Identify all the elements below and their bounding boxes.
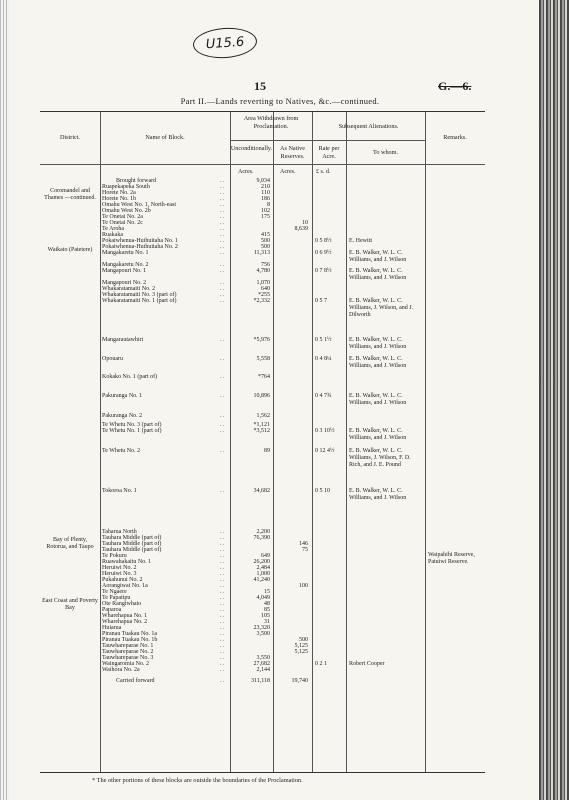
rate-per-acre: 0 5 7 <box>315 298 327 304</box>
reserve-acres: 146 <box>299 541 308 547</box>
scan-left-edge <box>0 0 9 800</box>
leader-dots: .. <box>220 601 225 607</box>
leader-dots: .. <box>220 631 225 637</box>
block-name: Te Pokuru <box>102 553 127 559</box>
rate-per-acre: 0 6 9½ <box>315 250 332 256</box>
column-rule <box>312 112 313 772</box>
unconditional-acres: 1,562 <box>256 413 270 419</box>
block-name: Tauhara Middle (part of) <box>102 541 162 547</box>
block-name: Ote Rangiwhaio <box>102 601 142 607</box>
unconditional-acres: 48 <box>264 601 270 607</box>
rate-per-acre: 0 5 8½ <box>315 238 332 244</box>
unconditional-acres: 10,896 <box>253 393 270 399</box>
block-name: Ruapekapeka South <box>102 184 150 190</box>
grantee: E. B. Walker, W. L. C. Williams, J. Wilson, and J. Dilworth <box>349 298 414 318</box>
block-name: Wharehapua No. 2 <box>102 619 148 625</box>
block-name: Tauwhareparae No. 2 <box>102 649 154 655</box>
unconditional-acres: 500 <box>261 244 270 250</box>
unconditional-acres: 1,070 <box>256 280 270 286</box>
unconditional-acres: 76,390 <box>253 535 270 541</box>
block-name: Wharehapua No. 1 <box>102 613 148 619</box>
leader-dots: .. <box>220 220 225 226</box>
block-name: Paparoa <box>102 607 122 613</box>
unconditional-acres: *764 <box>258 374 270 380</box>
leader-dots: .. <box>220 202 225 208</box>
grantee: E. B. Walker, W. L. C. Williams, and J. Wilson <box>349 337 407 350</box>
block-name: Tauwhareparae No. 1 <box>102 643 154 649</box>
grantee: E. B. Walker, W. L. C. Williams, and J. Wilson <box>349 250 407 263</box>
unconditional-acres: 23,320 <box>253 625 270 631</box>
unconditional-acres: 3,500 <box>256 631 270 637</box>
page-reference: G.—6. <box>438 79 472 93</box>
leader-dots: .. <box>220 678 225 684</box>
block-name: Te Onetai No. 2c <box>102 220 143 226</box>
grantee: E. B. Walker, W. L. C. Williams, and J. Wilson <box>349 356 407 369</box>
subsequent-alienations-header: Subsequent Alienations. <box>338 123 399 130</box>
unconditional-acres: 89 <box>264 448 270 454</box>
grantee: E. B. Walker, W. L. C. Williams, J. Wilson, F. D. Rich, and J. E. Pound <box>349 448 411 468</box>
leader-dots: .. <box>220 280 225 286</box>
block-name: Tauwhareparae No. 3 <box>102 655 154 661</box>
leader-dots: .. <box>220 214 225 220</box>
unconditional-acres: 15 <box>264 589 270 595</box>
leader-dots: .. <box>220 190 225 196</box>
district-label: Bay of Plenty, Rotorua, and Taupo <box>46 537 94 550</box>
leader-dots: .. <box>220 583 225 589</box>
remark-text: Waipahihi Reserve, Patuiwi Reserve. <box>428 552 475 565</box>
leader-dots: .. <box>220 577 225 583</box>
unconditional-acres: 41,240 <box>253 577 270 583</box>
block-name: Whakaratamaiti No. 2 <box>102 286 156 292</box>
block-name: Waihora No. 2a <box>102 667 140 673</box>
grantee: E. Hewitt <box>349 238 372 244</box>
column-rule <box>230 112 231 772</box>
leader-dots: .. <box>220 374 225 380</box>
block-name: Te Whetu No. 2 <box>102 448 141 454</box>
unit-label: Acres. <box>238 169 254 175</box>
leader-dots: .. <box>220 232 225 238</box>
block-name: Pokaiwhenua-Huihuitaha No. 1 <box>102 238 178 244</box>
leader-dots: .. <box>220 337 225 343</box>
leader-dots: .. <box>220 607 225 613</box>
block-name: Piranau Tuakau No. 1b <box>102 637 158 643</box>
leader-dots: .. <box>220 643 225 649</box>
leader-dots: .. <box>220 178 225 184</box>
leader-dots: .. <box>220 184 225 190</box>
rate-per-acre: 0 7 8½ <box>315 268 332 274</box>
block-name: Pukahunui No. 2 <box>102 577 143 583</box>
block-name: Heruiwi No. 3 <box>102 571 137 577</box>
leader-dots: .. <box>220 547 225 553</box>
leader-dots: .. <box>220 292 225 298</box>
block-name: Horete No. 1b <box>102 196 137 202</box>
block-name: Te Whetu No. 1 (part of) <box>102 428 162 434</box>
unconditional-acres: 8 <box>267 202 270 208</box>
unconditional-acres: 102 <box>261 208 270 214</box>
leader-dots: .. <box>220 529 225 535</box>
unconditional-acres: 175 <box>261 214 270 220</box>
leader-dots: .. <box>220 298 225 304</box>
block-name: Waingaromia No. 2 <box>102 661 150 667</box>
block-name: Omahu West No. 1, North-east <box>102 202 177 208</box>
header-rule <box>312 140 425 141</box>
leader-dots: .. <box>220 244 225 250</box>
unconditional-acres: 5,558 <box>256 356 270 362</box>
leader-dots: .. <box>220 571 225 577</box>
rate-per-acre: 0 4 8¼ <box>315 356 332 362</box>
leader-dots: .. <box>220 565 225 571</box>
unconditional-acres: 1,000 <box>256 571 270 577</box>
rate-per-acre: 0 5 10 <box>315 488 330 494</box>
page-title: Part II.—Lands reverting to Natives, &c.—continued. <box>180 96 380 106</box>
leader-dots: .. <box>220 613 225 619</box>
column-rule <box>100 112 101 772</box>
block-name: Taharua North <box>102 529 137 535</box>
block-name: Opouaru <box>102 356 123 362</box>
leader-dots: .. <box>220 393 225 399</box>
remarks-header: Remarks. <box>443 134 467 141</box>
reserve-acres: 8,639 <box>294 226 308 232</box>
unconditional-acres: 11,313 <box>253 250 270 256</box>
unconditional-acres: 640 <box>261 286 270 292</box>
rate-per-acre: 0 2 1 <box>315 661 327 667</box>
unconditional-acres: 500 <box>261 238 270 244</box>
district-label: Coromandel and Thames —continued. <box>44 188 96 201</box>
unit-label: £ s. d. <box>316 169 331 175</box>
leader-dots: .. <box>220 661 225 667</box>
unconditional-acres: *1,121 <box>253 422 270 428</box>
unconditional-acres: 756 <box>261 262 270 268</box>
leader-dots: .. <box>220 637 225 643</box>
page-number: 15 <box>254 79 266 93</box>
leader-dots: .. <box>220 625 225 631</box>
leader-dots: .. <box>220 250 225 256</box>
leader-dots: .. <box>220 541 225 547</box>
scan-binding-edge <box>539 0 569 800</box>
leader-dots: .. <box>220 268 225 274</box>
block-name: Te Ngaere <box>102 589 127 595</box>
land-table <box>40 111 485 773</box>
unconditional-acres: 27,682 <box>253 661 270 667</box>
leader-dots: .. <box>220 196 225 202</box>
district-label: East Coast and Poverty Bay <box>42 598 98 611</box>
area-withdrawn-header: Area Withdrawn from Proclamation. <box>243 115 299 130</box>
block-name: Mangarautawhiri <box>102 337 144 343</box>
leader-dots: .. <box>220 226 225 232</box>
block-name: Whakaratamaiti No. 1 (part of) <box>102 298 177 304</box>
unconditional-acres: 110 <box>261 190 270 196</box>
unconditional-acres: 210 <box>261 184 270 190</box>
unconditional-acres: *2,332 <box>253 298 270 304</box>
unconditional-acres: 4,780 <box>256 268 270 274</box>
reserve-acres: 500 <box>299 637 308 643</box>
unconditional-acres: 2,484 <box>256 565 270 571</box>
block-name: Te Aroha <box>102 226 125 232</box>
block-name: Te Onetai No. 2a <box>102 214 143 220</box>
unconditional-acres: 649 <box>261 553 270 559</box>
block-name: Piranau Tuakau No. 1a <box>102 631 157 637</box>
leader-dots: .. <box>220 655 225 661</box>
header-rule <box>40 164 485 165</box>
leader-dots: .. <box>220 595 225 601</box>
leader-dots: .. <box>220 286 225 292</box>
block-name: Horete No. 2a <box>102 190 136 196</box>
unconditional-acres: 3,550 <box>256 655 270 661</box>
grantee: E. B. Walker, W. L. C. Williams, and J. Wilson <box>349 268 407 281</box>
grantee: Robert Cooper <box>349 661 385 667</box>
grantee: E. B. Walker, W. L. C. Williams, and J. Wilson <box>349 393 407 406</box>
header-rule <box>230 140 312 141</box>
block-name: Mangakaretu No. 1 <box>102 250 149 256</box>
block-name: Brought forward <box>116 178 157 184</box>
unconditional-acres: 9,034 <box>256 178 270 184</box>
reserve-acres: 75 <box>302 547 308 553</box>
leader-dots: .. <box>220 649 225 655</box>
block-name: Aorangiwai No. 1a <box>102 583 148 589</box>
rate-per-acre: 0 3 10½ <box>315 428 335 434</box>
block-header: Name of Block. <box>145 134 185 141</box>
unconditional-acres: 34,682 <box>253 488 270 494</box>
rate-per-acre: 0 4 7¾ <box>315 393 332 399</box>
leader-dots: .. <box>220 238 225 244</box>
to-whom-header: To whom. <box>372 149 398 156</box>
leader-dots: .. <box>220 428 225 434</box>
unconditional-acres: *5,976 <box>253 337 270 343</box>
unconditional-acres: 4,049 <box>256 595 270 601</box>
rate-per-acre: 0 12 4½ <box>315 448 335 454</box>
block-name: Te Whetu No. 3 (part of) <box>102 422 162 428</box>
unconditional-acres: 2,144 <box>256 667 270 673</box>
block-name: Tokoroa No. 1 <box>102 488 137 494</box>
block-name: Tauhara Middle (part of) <box>102 535 162 541</box>
reserve-acres: 100 <box>299 583 308 589</box>
leader-dots: .. <box>220 413 225 419</box>
leader-dots: .. <box>220 559 225 565</box>
block-name: Pakuranga No. 2 <box>102 413 143 419</box>
block-name: Mangapouri No. 2 <box>102 280 147 286</box>
grantee: E. B. Walker, W. L. C. Williams, and J. Wilson <box>349 488 407 501</box>
district-header: District. <box>59 134 81 141</box>
unconditionally-header: Unconditionally. <box>230 145 273 152</box>
leader-dots: .. <box>220 356 225 362</box>
block-name: Te Papatipu <box>102 595 131 601</box>
leader-dots: .. <box>220 553 225 559</box>
block-name: Omahu West No. 2b <box>102 208 151 214</box>
leader-dots: .. <box>220 535 225 541</box>
block-name: Ruawahakaitu No. 1 <box>102 559 152 565</box>
leader-dots: .. <box>220 488 225 494</box>
reserve-acres: 5,125 <box>294 643 308 649</box>
block-name: Mangakaretu No. 2 <box>102 262 149 268</box>
block-name: Huiarua <box>102 625 122 631</box>
block-name: Kokako No. 1 (part of) <box>102 374 158 380</box>
reserve-acres: 19,740 <box>291 678 308 684</box>
column-rule <box>273 112 274 772</box>
district-label: Waikato (Patetere) <box>47 247 93 253</box>
unconditional-acres: 26,200 <box>253 559 270 565</box>
unit-label: Acres. <box>280 169 296 175</box>
unconditional-acres: 31 <box>264 619 270 625</box>
leader-dots: .. <box>220 667 225 673</box>
unconditional-acres: 85 <box>264 607 270 613</box>
block-name: Pakuranga No. 1 <box>102 393 143 399</box>
column-rule <box>425 112 426 772</box>
grantee: E. B. Walker, W. L. C. Williams, and J. Wilson <box>349 428 407 441</box>
reserve-acres: 5,125 <box>294 649 308 655</box>
unconditional-acres: 2,200 <box>256 529 270 535</box>
footnote: * The other portions of these blocks are outside the boundaries of the Proclamation. <box>92 777 303 784</box>
leader-dots: .. <box>220 448 225 454</box>
rate-header: Rate per Acre. <box>318 145 340 160</box>
archive-stamp: U15.6 <box>192 26 258 60</box>
unconditional-acres: 105 <box>261 613 270 619</box>
block-name: Heruiwi No. 2 <box>102 565 137 571</box>
unconditional-acres: 311,118 <box>250 678 270 684</box>
rate-per-acre: 0 5 1½ <box>315 337 332 343</box>
leader-dots: .. <box>220 589 225 595</box>
unconditional-acres: 186 <box>261 196 270 202</box>
column-rule <box>346 112 347 772</box>
block-name: Pokaiwhenua-Huihuitaha No. 2 <box>102 244 178 250</box>
block-name: Tauhara Middle (part of) <box>102 547 162 553</box>
leader-dots: .. <box>220 208 225 214</box>
block-name: Ruakaka <box>102 232 123 238</box>
leader-dots: .. <box>220 422 225 428</box>
unconditional-acres: *3,512 <box>253 428 270 434</box>
block-name: Carried forward <box>116 678 155 684</box>
block-name: Mangapouri No. 1 <box>102 268 147 274</box>
unconditional-acres: 415 <box>261 232 270 238</box>
native-reserves-header: As Native Reserves. <box>280 145 305 160</box>
leader-dots: .. <box>220 619 225 625</box>
leader-dots: .. <box>220 262 225 268</box>
unconditional-acres: *255 <box>258 292 270 298</box>
block-name: Whakaratamaiti No. 3 (part of) <box>102 292 177 298</box>
reserve-acres: 10 <box>302 220 308 226</box>
